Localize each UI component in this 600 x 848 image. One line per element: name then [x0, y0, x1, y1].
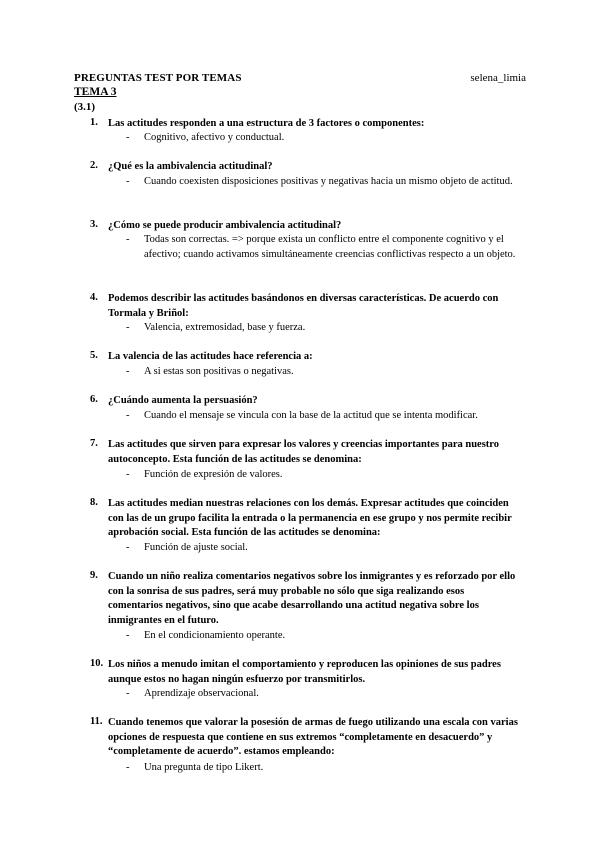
question-text: ¿Qué es la ambivalencia actitudinal?: [108, 161, 273, 172]
answer-text: En el condicionamiento operante.: [144, 630, 286, 641]
question-number: 4.: [90, 292, 98, 303]
answer-dash: -: [126, 688, 130, 699]
question-number: 1.: [90, 117, 98, 128]
question-number: 11.: [90, 716, 103, 727]
section-number: (3.1): [74, 101, 96, 113]
answer-text: Cognitivo, afectivo y conductual.: [144, 132, 285, 143]
document-title: PREGUNTAS TEST POR TEMAS: [74, 72, 242, 84]
answer-dash: -: [126, 630, 130, 641]
answer-dash: -: [126, 469, 130, 480]
question-text: Cuando un niño realiza comentarios negativos sobre los inmigrantes y es reforzado por ello con la sonrisa de sus padres, será muy probable no sólo que siga realizando esos comentarios negativos, sino que acabe desarrollando una actitud negativa sobre los inmigrantes en el futuro.: [108, 571, 516, 626]
answer-text: Cuando el mensaje se vincula con la base de la actitud que se intenta modificar.: [144, 410, 478, 421]
page-header: [74, 72, 526, 86]
answer-dash: -: [126, 322, 130, 333]
question-text: Podemos describir las actitudes basándonos en diversas características. De acuerdo con Tormala y Briñol:: [108, 293, 499, 319]
answer-text: Una pregunta de tipo Likert.: [144, 762, 264, 773]
question-number: 8.: [90, 497, 98, 508]
answer-dash: -: [126, 410, 130, 421]
question-number: 3.: [90, 219, 98, 230]
question-text: Las actitudes responden a una estructura de 3 factores o componentes:: [108, 118, 425, 129]
author-name: selena_limia: [470, 72, 526, 84]
answer-text: Valencia, extremosidad, base y fuerza.: [144, 322, 306, 333]
answer-dash: -: [126, 234, 130, 245]
answer-text: Cuando coexisten disposiciones positivas y negativas hacia un mismo objeto de actitud.: [144, 176, 513, 187]
answer-text: Aprendizaje observacional.: [144, 688, 259, 699]
question-number: 10.: [90, 658, 104, 669]
answer-text: Función de ajuste social.: [144, 542, 248, 553]
question-number: 6.: [90, 394, 98, 405]
answer-dash: -: [126, 762, 130, 773]
question-text: Las actitudes que sirven para expresar los valores y creencias importantes para nuestro autoconcepto. Esta función de las actitudes se denomina:: [108, 439, 500, 465]
question-text: Las actitudes median nuestras relaciones con los demás. Expresar actitudes que coinciden con las de un grupo facilita la entrada o la permanencia en ese grupo y nos permite recibir aprobación social. Esta función de las actitudes se denomina:: [108, 498, 512, 538]
question-number: 2.: [90, 160, 98, 171]
answer-text: Todas son correctas. => porque exista un conflicto entre el componente cognitivo y el afectivo; cuando activamos simultáneamente creencias conflictivas respecto a un objeto.: [144, 234, 516, 260]
question-number: 9.: [90, 570, 98, 581]
answer-text: A si estas son positivas o negativas.: [144, 366, 294, 377]
question-text: La valencia de las actitudes hace referencia a:: [108, 351, 313, 362]
answer-dash: -: [126, 366, 130, 377]
question-text: Cuando tenemos que valorar la posesión de armas de fuego utilizando una escala con varias opciones de respuesta que contiene en sus extremos “completamente en desacuerdo” y “completamente de acuerdo”. estamos empleando:: [108, 717, 518, 757]
question-number: 7.: [90, 438, 98, 449]
question-text: Los niños a menudo imitan el comportamiento y reproducen las opiniones de sus padres aunque estos no hagan ningún esfuerzo por transmitirlos.: [108, 659, 501, 685]
question-number: 5.: [90, 350, 98, 361]
answer-dash: -: [126, 542, 130, 553]
question-text: ¿Cuándo aumenta la persuasión?: [108, 395, 258, 406]
question-text: ¿Cómo se puede producir ambivalencia actitudinal?: [108, 220, 342, 231]
answer-dash: -: [126, 176, 130, 187]
answer-dash: -: [126, 132, 130, 143]
answer-text: Función de expresión de valores.: [144, 469, 283, 480]
tema-heading: TEMA 3: [74, 86, 117, 98]
